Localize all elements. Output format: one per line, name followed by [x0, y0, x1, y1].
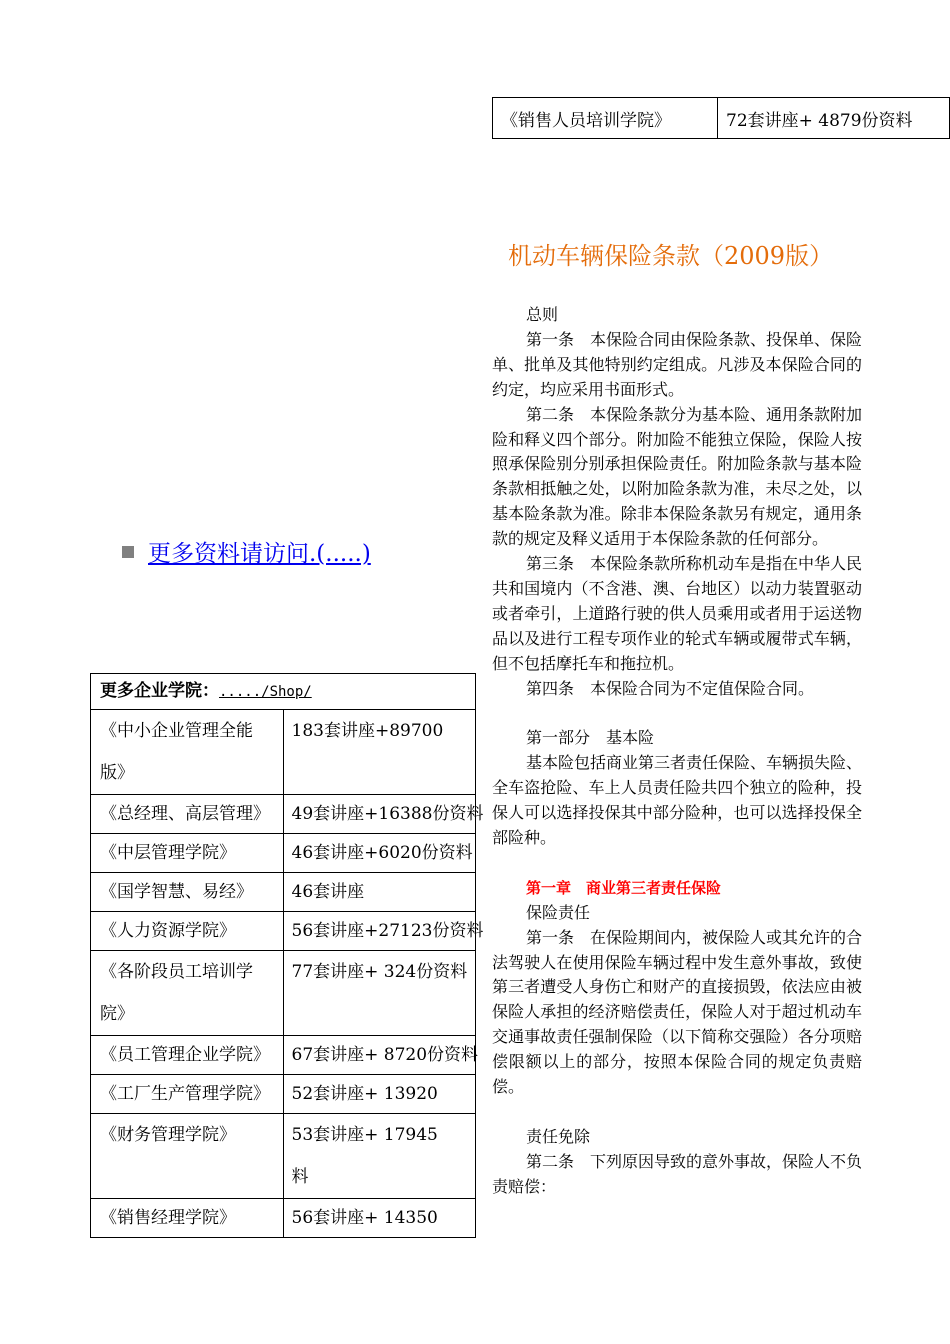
academy-row [91, 1199, 476, 1238]
academy-row [91, 873, 476, 912]
document-title: 机动车辆保险条款（2009版） [508, 242, 834, 270]
visit-more-line [122, 535, 371, 568]
body-paragraph: 第一条 本保险合同由保险条款、投保单、保险单、批单及其他特别约定组成。凡涉及本保险合同的约定，均应采用书面形式。 [492, 329, 863, 399]
chapter-heading: 第一章 商业第三者责任保险 [526, 878, 722, 897]
academy-name: 《中层管理学院》 [91, 834, 284, 873]
academy-list-table [90, 673, 484, 1238]
academy-count-part: 53套讲座+ 17945 [291, 1125, 438, 1145]
body-paragraph: 第一条 在保险期间内，被保险人或其允许的合法驾驶人在使用保险车辆过程中发生意外事故，致使第三者遭受人身伤亡和财产的直接损毁，依法应由被保险人承担的经济赔偿责任，保险人对于超过机动车交通事故责任强制保险（以下简称交强险）各分项赔偿限额以上的部分，按照本保险合同的规定负责赔偿。 [492, 927, 863, 1097]
academy-name: 《中小企业管理全能版》 [91, 710, 284, 795]
paragraph-gap [492, 1100, 862, 1125]
body-paragraph: 第二条 本保险条款分为基本险、通用条款附加险和释义四个部分。附加险不能独立保险，保险人按照承保险别分别承担保险责任。附加险条款与基本险条款相抵触之处，以附加险条款为准，未尽之处，以基本险条款为准。除非本保险条款另有规定，通用条款的规定及释义适用于本保险条款的任何部分。 [492, 404, 863, 549]
academy-count: 49套讲座+16388份资料 [283, 795, 476, 834]
shop-link[interactable]: ...../Shop/ [219, 684, 312, 700]
academy-row [91, 834, 476, 873]
academy-name: 《员工管理企业学院》 [91, 1036, 284, 1075]
academy-count-part: 料 [291, 1167, 309, 1187]
academy-row [91, 1036, 476, 1075]
academy-count: 56套讲座+ 14350 [283, 1199, 476, 1238]
top-info-value: 72套讲座+ 4879份资料 [718, 98, 950, 139]
body-paragraph: 第四条 本保险合同为不定值保险合同。 [526, 678, 815, 698]
academy-row [91, 1075, 476, 1114]
body-paragraph: 保险责任 [526, 902, 591, 922]
academy-name: 《财务管理学院》 [91, 1114, 284, 1199]
top-info-table [492, 97, 950, 139]
academy-name: 《人力资源学院》 [91, 912, 284, 951]
academy-header-cell [91, 674, 476, 710]
academy-count [283, 1114, 476, 1199]
square-bullet-icon [122, 546, 134, 558]
academy-name: 《国学智慧、易经》 [91, 873, 284, 912]
academy-count: 77套讲座+ 324份资料 [283, 951, 476, 1036]
paragraph-gap [492, 851, 862, 876]
academy-count: 56套讲座+27123份资料 [283, 912, 476, 951]
academy-count: 52套讲座+ 13920 [283, 1075, 476, 1114]
visit-more-link[interactable]: 更多资料请访问.(.....) [148, 541, 371, 567]
body-paragraph: 责任免除 [526, 1126, 591, 1146]
body-paragraph: 总则 [526, 305, 559, 324]
academy-name: 《工厂生产管理学院》 [91, 1075, 284, 1114]
academy-header-label: 更多企业学院： [100, 681, 219, 701]
academy-row [91, 912, 476, 951]
body-paragraph: 第二条 下列原因导致的意外事故，保险人不负责赔偿： [492, 1151, 863, 1196]
academy-count: 46套讲座+6020份资料 [283, 834, 476, 873]
academy-count: 67套讲座+ 8720份资料 [283, 1036, 476, 1075]
academy-row [91, 710, 476, 795]
academy-row [91, 1114, 476, 1199]
academy-count: 183套讲座+89700 [283, 710, 476, 795]
academy-name: 《销售经理学院》 [91, 1199, 284, 1238]
academy-row [91, 795, 476, 834]
body-paragraph: 第一部分 基本险 [526, 728, 655, 748]
paragraph-gap [492, 702, 862, 727]
top-info-row [493, 98, 950, 139]
document-body [492, 303, 862, 1200]
academy-count: 46套讲座 [283, 873, 476, 912]
academy-table-header [91, 674, 476, 710]
academy-name: 《各阶段员工培训学院》 [91, 951, 284, 1036]
academy-row [91, 951, 476, 1036]
academy-name: 《总经理、高层管理》 [91, 795, 284, 834]
top-info-name: 《销售人员培训学院》 [493, 98, 718, 139]
body-paragraph: 第三条 本保险条款所称机动车是指在中华人民共和国境内（不含港、澳、台地区）以动力装置驱动或者牵引，上道路行驶的供人员乘用或者用于运送物品以及进行工程专项作业的轮式车辆或履带式车辆，但不包括摩托车和拖拉机。 [492, 554, 863, 673]
body-paragraph: 基本险包括商业第三者责任保险、车辆损失险、全车盗抢险、车上人员责任险共四个独立的险种，投保人可以选择投保其中部分险种，也可以选择投保全部险种。 [492, 753, 863, 848]
